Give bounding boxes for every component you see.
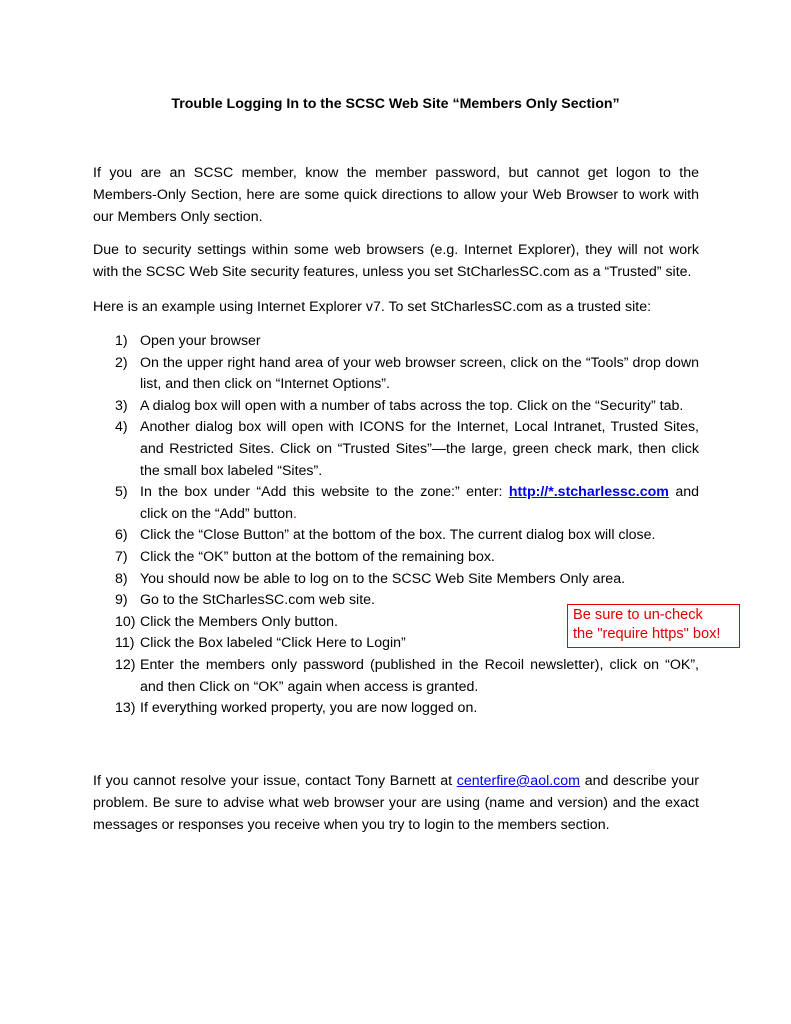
list-item: [93, 525, 699, 547]
contact-text: If you cannot resolve your issue, contact Tony Barnett at: [93, 773, 457, 789]
step-text-period: .: [293, 505, 297, 522]
callout-line: the "require https" box!: [573, 626, 721, 642]
list-item: [93, 417, 699, 482]
contact-text: and describe your problem. Be sure to advise what web browser your are using (name and version) and the exact messages or responses you receive when you try to login to the members section.: [93, 773, 699, 833]
step-number: 5): [115, 484, 128, 501]
list-item: [93, 698, 699, 720]
list-item: [93, 331, 699, 353]
list-item: [93, 353, 699, 396]
contact-email-link[interactable]: centerfire@aol.com: [456, 773, 580, 789]
step-text: Open your browser: [140, 333, 261, 349]
step-text: In the box under “Add this website to the zone:” enter:: [140, 484, 509, 501]
step-text: Another dialog box will open with ICONS for the Internet, Local Intranet, Trusted Sites, and Restricted Sites. Click on “Trusted Sites”—the large, green check mark, then click the small box labeled “Sites”.: [140, 419, 699, 479]
example-paragraph: Here is an example using Internet Explorer v7. To set StCharlesSC.com as a trusted site:: [93, 299, 652, 315]
step-number: 2): [115, 354, 128, 371]
step-number: 12): [115, 656, 136, 673]
step-text: Enter the members only password (published in the Recoil newsletter), click on “OK”, and then Click on “OK” again when access is granted.: [140, 656, 699, 695]
step-number: 13): [115, 700, 136, 717]
step-text: Click the Box labeled “Click Here to Login”: [140, 635, 406, 652]
step-text: Click the Members Only button.: [140, 613, 338, 630]
step-text: You should now be able to log on to the SCSC Web Site Members Only area.: [140, 570, 626, 587]
step-number: 8): [115, 570, 128, 587]
list-item: [93, 482, 699, 525]
step-number: 1): [115, 333, 128, 349]
step-number: 6): [115, 527, 128, 544]
step-number: 11): [115, 635, 135, 652]
step-text: Click the “OK” button at the bottom of the remaining box.: [140, 548, 495, 565]
step-text: Go to the StCharlesSC.com web site.: [140, 592, 375, 609]
step-number: 7): [115, 548, 128, 565]
security-paragraph: Due to security settings within some web browsers (e.g. Internet Explorer), they will not work with the SCSC Web Site security features, unless you set StCharlesSC.com as a “Trusted” site.: [93, 242, 699, 280]
step-text: and click on the “Add” button: [140, 484, 699, 522]
intro-paragraph: If you are an SCSC member, know the member password, but cannot get logon to the Members-Only Section, here are some quick directions to allow your Web Browser to work with our Members Only section.: [93, 165, 699, 225]
step-text: Click the “Close Button” at the bottom of the box. The current dialog box will close.: [140, 527, 656, 544]
list-item: [93, 547, 699, 569]
trusted-site-link[interactable]: http://*.stcharlessc.com: [508, 484, 669, 501]
step-number: 9): [115, 592, 128, 609]
step-number: 10): [115, 613, 136, 630]
list-item: [93, 396, 699, 418]
step-text: If everything worked property, you are now logged on.: [140, 700, 478, 717]
steps-list: [93, 331, 699, 720]
step-text: A dialog box will open with a number of tabs across the top. Click on the “Security” tab.: [140, 397, 684, 414]
document-title: Trouble Logging In to the SCSC Web Site “Members Only Section”: [171, 96, 620, 112]
list-item: [93, 569, 699, 591]
contact-paragraph: [93, 770, 699, 836]
step-number: 3): [115, 397, 128, 414]
list-item: [93, 655, 699, 698]
callout-line: Be sure to un-check: [573, 607, 703, 623]
https-warning-callout: [567, 604, 740, 648]
step-text: On the upper right hand area of your web browser screen, click on the “Tools” drop down list, and then click on “Internet Options”.: [140, 354, 699, 393]
step-number: 4): [115, 419, 128, 436]
